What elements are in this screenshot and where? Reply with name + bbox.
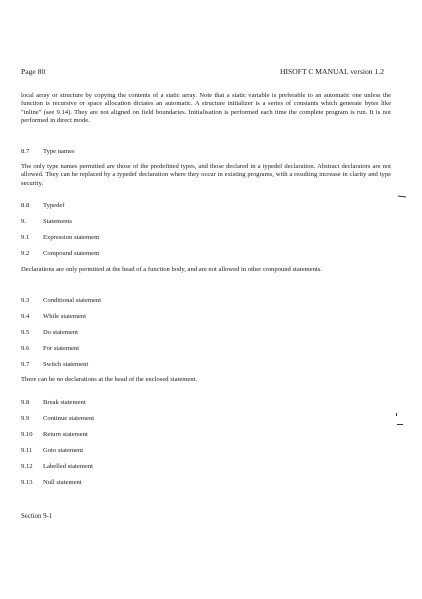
heading-9-13 [21, 479, 82, 486]
heading-title: Conditional statement [43, 297, 102, 304]
manual-title: HISOFT C MANUAL version 1.2 [280, 67, 384, 76]
heading-title: Return statement [43, 431, 88, 438]
heading-9-3 [21, 297, 101, 304]
heading-number: 9.8 [21, 399, 30, 406]
heading-number: 9.1 [21, 234, 30, 241]
heading-number: 8.7 [21, 148, 30, 155]
heading-number: 9.9 [21, 415, 30, 422]
heading-title: For statement [43, 345, 80, 352]
heading-title: Expression statement [43, 234, 100, 241]
heading-number: 9.10 [21, 431, 33, 438]
heading-9-4 [21, 313, 86, 320]
heading-9-5 [21, 329, 78, 336]
scan-mark [396, 413, 397, 416]
heading-9-7 [21, 361, 88, 368]
heading-number: 9.11 [21, 447, 33, 454]
heading-title: Type names [43, 148, 75, 155]
scan-mark [398, 195, 406, 197]
heading-number: 9.2 [21, 250, 30, 257]
heading-number: 9.6 [21, 345, 30, 352]
heading-number: 9.3 [21, 297, 30, 304]
heading-title: Compound statement [43, 250, 100, 257]
heading-title: Continue statement [43, 415, 95, 422]
heading-number: 9.5 [21, 329, 30, 336]
heading-title: Do statement [43, 329, 78, 336]
heading-9-11 [21, 447, 83, 454]
heading-number: 9.13 [21, 479, 33, 486]
heading-8-7 [21, 148, 75, 155]
heading-title: Statements [43, 218, 72, 225]
heading-9 [21, 218, 72, 225]
heading-number: 8.8 [21, 202, 30, 209]
heading-title: Switch statement [43, 361, 89, 368]
heading-number: 9.12 [21, 463, 33, 470]
scan-mark [397, 424, 403, 425]
paragraph-declarations: Declarations are only permitted at the head of a function body, and are not allowed in other compound statements. [21, 266, 322, 273]
heading-9-12 [21, 463, 93, 470]
heading-title: Goto statement [43, 447, 84, 454]
heading-9-8 [21, 399, 86, 406]
heading-number: 9.7 [21, 361, 30, 368]
heading-9-2 [21, 250, 99, 257]
heading-title: Typedef [43, 202, 65, 209]
paragraph-switch-note: There can be no declarations at the head of the enclosed statement. [21, 376, 198, 383]
heading-9-6 [21, 345, 79, 352]
heading-title: While statement [43, 313, 87, 320]
heading-number: 9. [21, 218, 26, 225]
heading-9-10 [21, 431, 88, 438]
heading-title: Null statement [43, 479, 82, 486]
paragraph-initialisation: local array or structure by copying the contents of a static array. Note that a static variable is preferable to an automatic one unless the function is recursive or space allocation dictates an automatic. A structure initializer is a series of constants which generate bytes like "inline" (see 9.14). They are not aligned on field boundaries. Initialisation is performed each time the complete program is run. It is not performed in direct mode. [21, 92, 391, 125]
section-footer: Section 9-1 [21, 513, 53, 520]
paragraph-type-names: The only type names permitted are those of the predefined types, and those declared in a typedef declaration. Abstract declarators are not allowed. They can be replaced by a typedef declaration where they occur in existing programs, with a resulting increase in clarity and type security. [21, 163, 391, 187]
heading-9-9 [21, 415, 94, 422]
heading-8-8 [21, 202, 65, 209]
heading-number: 9.4 [21, 313, 30, 320]
page-number: Page 80 [21, 67, 46, 76]
heading-title: Break statement [43, 399, 86, 406]
heading-9-1 [21, 234, 99, 241]
heading-title: Labelled statement [43, 463, 93, 470]
